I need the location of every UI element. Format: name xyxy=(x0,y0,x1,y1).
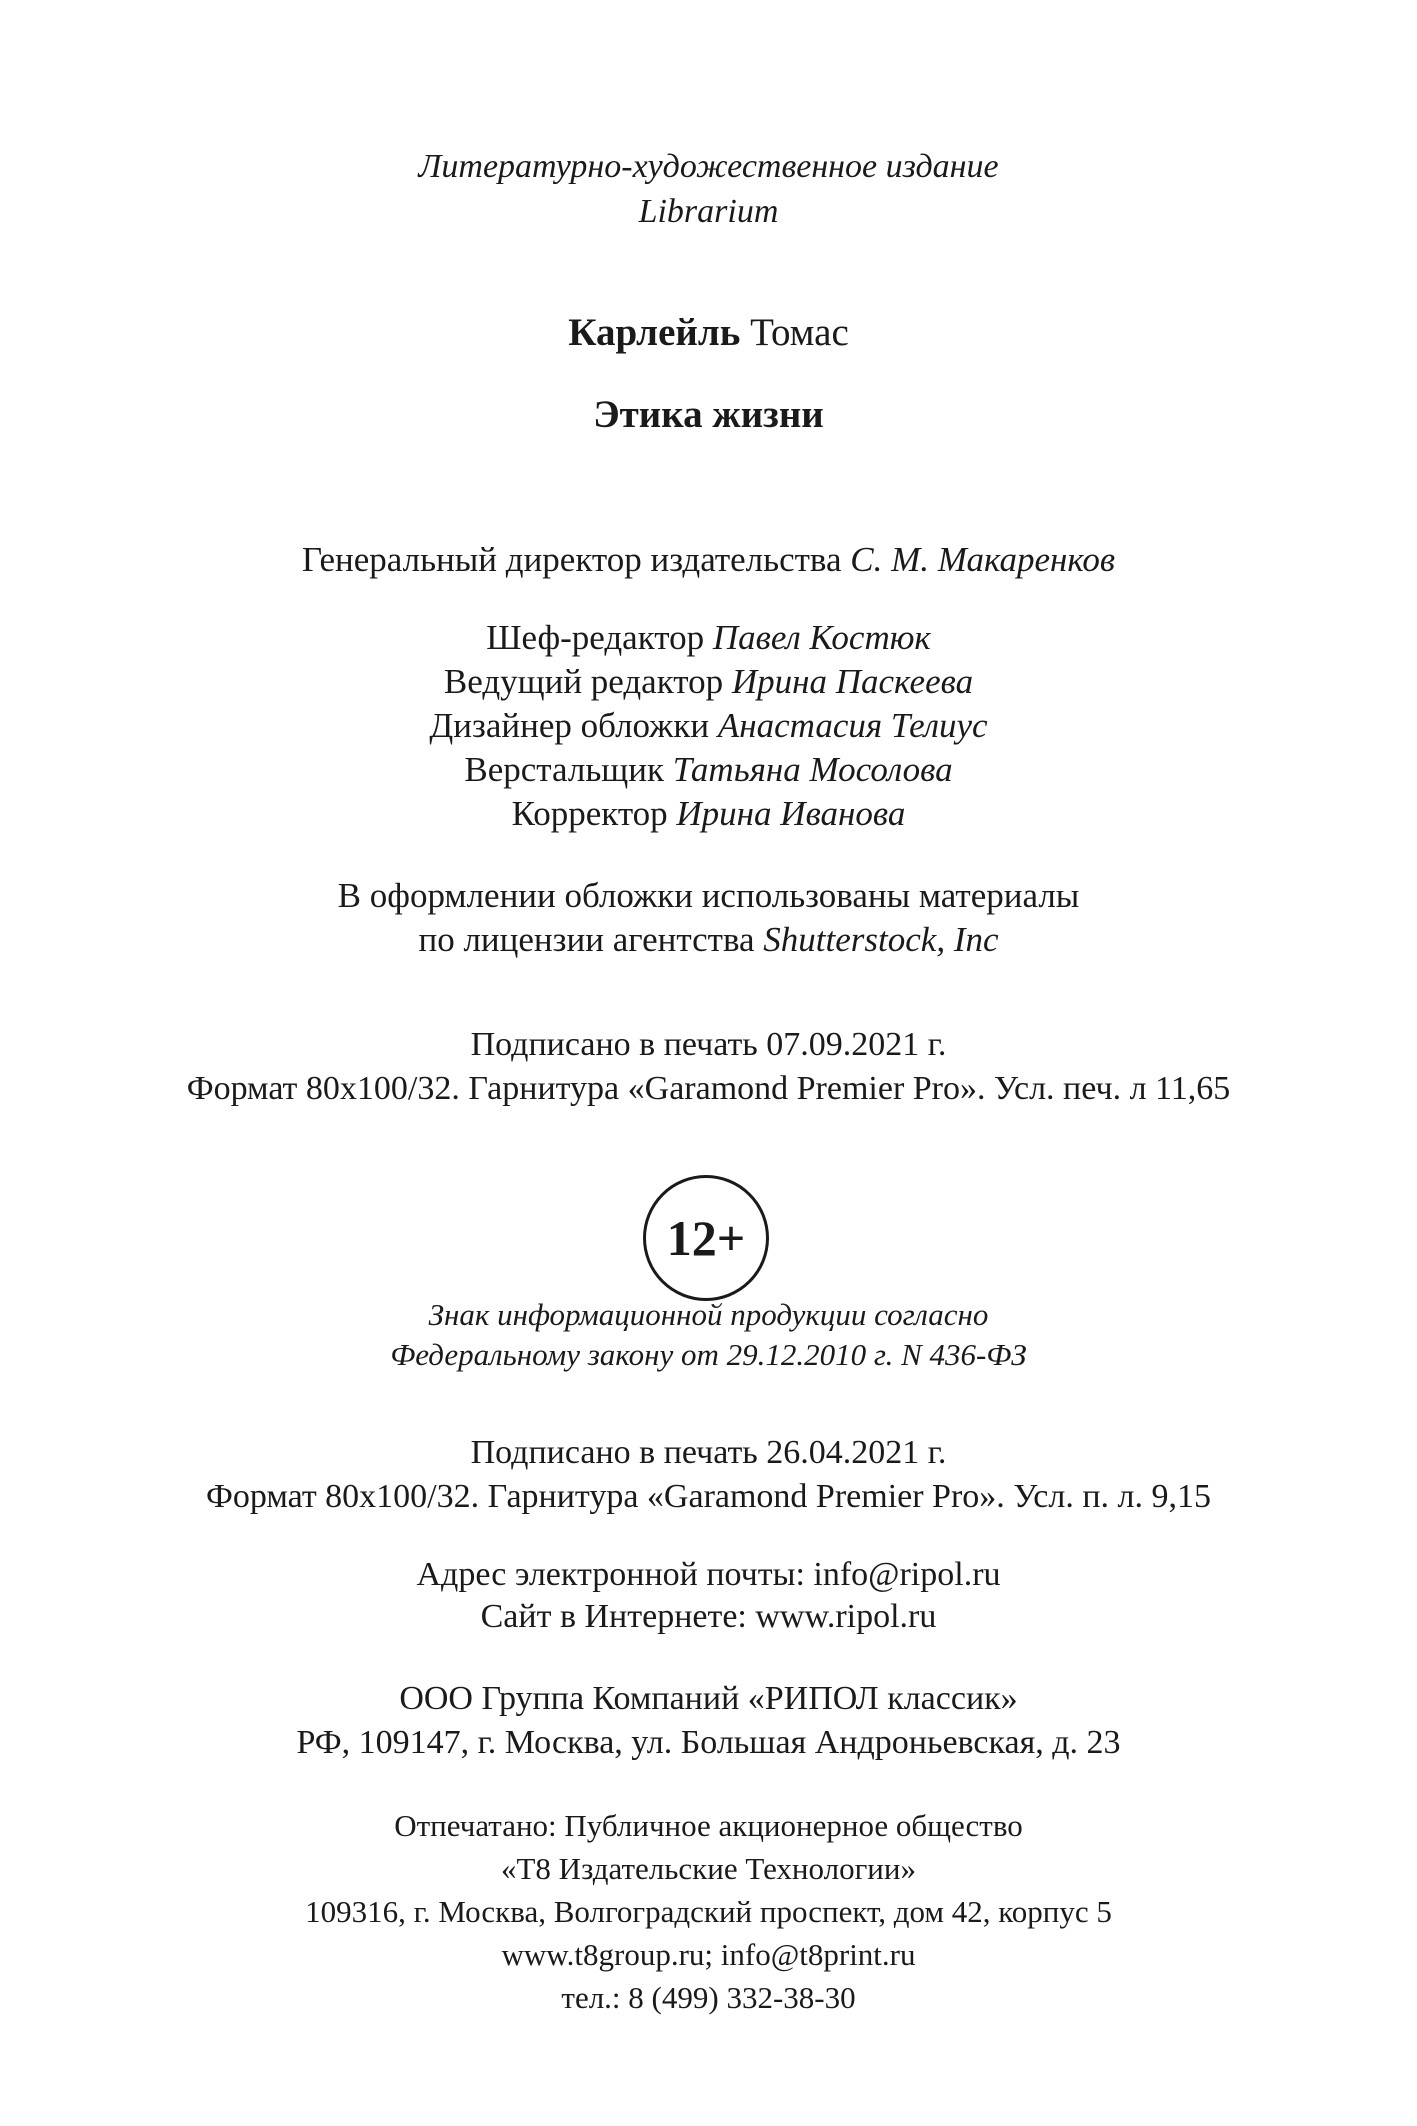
print-signed-2: Подписано в печать 26.04.2021 г. xyxy=(470,1434,947,1471)
edition-type: Литературно-художественное издание xyxy=(418,148,999,185)
website-line: Сайт в Интернете: www.ripol.ru xyxy=(480,1598,937,1635)
printer-phone: тел.: 8 (499) 332-38-30 xyxy=(561,1980,856,2015)
email-line: Адрес электронной почты: info@ripol.ru xyxy=(416,1556,1001,1593)
credit-line xyxy=(0,794,1417,834)
age-rating-note-line1: Знак информационной продукции согласно xyxy=(428,1297,989,1332)
series-name: Librarium xyxy=(638,193,779,230)
credit-role: Дизайнер обложки xyxy=(429,706,710,745)
age-rating-badge: 12+ xyxy=(643,1175,769,1301)
credit-line xyxy=(0,618,1417,658)
printer-web: www.t8group.ru; info@t8print.ru xyxy=(501,1937,916,1972)
credit-name: Ирина Паскеева xyxy=(731,662,974,701)
author-surname: Карлейль xyxy=(568,311,741,354)
printer-address: 109316, г. Москва, Волгоградский проспект, дом 42, корпус 5 xyxy=(305,1894,1112,1929)
credit-name: Анастасия Телиус xyxy=(717,706,988,745)
publisher-name: ООО Группа Компаний «РИПОЛ классик» xyxy=(399,1680,1018,1717)
credit-role: Корректор xyxy=(511,794,668,833)
author xyxy=(0,310,1417,355)
credit-line xyxy=(0,750,1417,790)
director-name: С. М. Макаренков xyxy=(850,540,1116,579)
print-format-2: Формат 80x100/32. Гарнитура «Garamond Premier Pro». Усл. п. л. 9,15 xyxy=(205,1478,1211,1515)
director-line xyxy=(0,540,1417,580)
cover-license-line2 xyxy=(0,920,1417,960)
credit-name: Павел Костюк xyxy=(712,618,931,657)
cover-license-line1: В оформлении обложки использованы материалы xyxy=(337,876,1080,915)
credit-line xyxy=(0,706,1417,746)
age-rating-note-line2: Федеральному закону от 29.12.2010 г. N 436-ФЗ xyxy=(390,1337,1027,1372)
credit-role: Ведущий редактор xyxy=(443,662,724,701)
author-name: Томас xyxy=(750,311,849,354)
credit-role: Верстальщик xyxy=(464,750,664,789)
credit-line xyxy=(0,662,1417,702)
cover-license-agency: Shutterstock, Inc xyxy=(763,920,999,959)
credit-name: Ирина Иванова xyxy=(676,794,906,833)
printer-line2: «Т8 Издательские Технологии» xyxy=(501,1851,916,1886)
cover-license-prefix: по лицензии агентства xyxy=(418,920,755,959)
credit-role: Шеф-редактор xyxy=(486,618,705,657)
director-role: Генеральный директор издательства xyxy=(301,540,842,579)
print-signed-1: Подписано в печать 07.09.2021 г. xyxy=(470,1026,947,1063)
book-title: Этика жизни xyxy=(593,393,824,436)
printer-line1: Отпечатано: Публичное акционерное общество xyxy=(394,1808,1023,1843)
print-format-1: Формат 80x100/32. Гарнитура «Garamond Premier Pro». Усл. печ. л 11,65 xyxy=(186,1070,1231,1107)
credit-name: Татьяна Мосолова xyxy=(672,750,953,789)
publisher-address: РФ, 109147, г. Москва, ул. Большая Андроньевская, д. 23 xyxy=(296,1724,1121,1761)
